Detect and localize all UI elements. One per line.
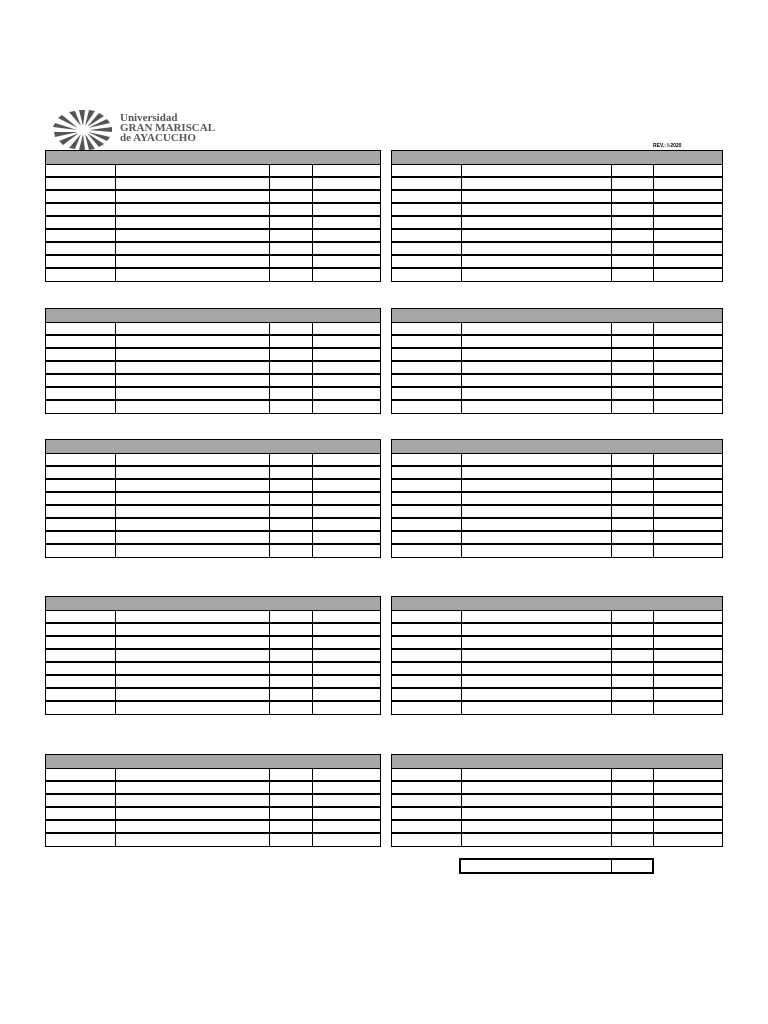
table-row[interactable] bbox=[392, 545, 722, 558]
table-row[interactable] bbox=[46, 493, 380, 506]
column-divider bbox=[269, 164, 270, 281]
column-divider bbox=[269, 768, 270, 846]
table-row[interactable] bbox=[46, 650, 380, 663]
table-row[interactable] bbox=[46, 795, 380, 808]
table-row[interactable] bbox=[392, 676, 722, 689]
column-divider bbox=[115, 768, 116, 846]
column-divider bbox=[653, 164, 654, 281]
table-header-bar bbox=[46, 597, 380, 611]
table-row[interactable] bbox=[46, 676, 380, 689]
table-header-bar bbox=[46, 755, 380, 769]
form-table bbox=[391, 150, 723, 282]
table-row[interactable] bbox=[392, 362, 722, 375]
table-row[interactable] bbox=[46, 782, 380, 795]
column-divider bbox=[611, 610, 612, 714]
column-divider bbox=[611, 453, 612, 557]
table-row[interactable] bbox=[46, 269, 380, 282]
table-row[interactable] bbox=[392, 650, 722, 663]
table-row[interactable] bbox=[392, 808, 722, 821]
column-divider bbox=[312, 768, 313, 846]
table-row[interactable] bbox=[46, 349, 380, 362]
form-table bbox=[45, 596, 381, 715]
column-divider bbox=[461, 610, 462, 714]
table-row[interactable] bbox=[46, 624, 380, 637]
table-row[interactable] bbox=[46, 230, 380, 243]
table-row[interactable] bbox=[46, 256, 380, 269]
table-row[interactable] bbox=[46, 375, 380, 388]
column-divider bbox=[461, 453, 462, 557]
university-name bbox=[120, 113, 215, 143]
table-header-bar bbox=[46, 309, 380, 323]
table-row[interactable] bbox=[392, 519, 722, 532]
table-row[interactable] bbox=[46, 532, 380, 545]
table-row[interactable] bbox=[392, 454, 722, 467]
table-row[interactable] bbox=[46, 769, 380, 782]
university-line-3: de AYACUCHO bbox=[120, 132, 196, 144]
table-row[interactable] bbox=[46, 336, 380, 349]
table-row[interactable] bbox=[46, 689, 380, 702]
table-row[interactable] bbox=[392, 243, 722, 256]
table-row[interactable] bbox=[392, 178, 722, 191]
table-header-bar bbox=[392, 440, 722, 454]
table-row[interactable] bbox=[46, 191, 380, 204]
table-row[interactable] bbox=[46, 165, 380, 178]
table-row[interactable] bbox=[392, 269, 722, 282]
table-row[interactable] bbox=[46, 454, 380, 467]
form-table bbox=[391, 596, 723, 715]
table-row[interactable] bbox=[392, 323, 722, 336]
table-row[interactable] bbox=[46, 519, 380, 532]
table-row[interactable] bbox=[46, 204, 380, 217]
table-row[interactable] bbox=[46, 702, 380, 715]
table-row[interactable] bbox=[392, 782, 722, 795]
column-divider bbox=[312, 453, 313, 557]
column-divider bbox=[312, 322, 313, 413]
table-row[interactable] bbox=[46, 480, 380, 493]
table-header-bar bbox=[46, 151, 380, 165]
column-divider bbox=[653, 768, 654, 846]
table-row[interactable] bbox=[392, 204, 722, 217]
column-divider bbox=[653, 322, 654, 413]
form-table bbox=[45, 308, 381, 414]
table-row[interactable] bbox=[392, 388, 722, 401]
table-row[interactable] bbox=[392, 480, 722, 493]
table-row[interactable] bbox=[392, 375, 722, 388]
column-divider bbox=[461, 322, 462, 413]
table-row[interactable] bbox=[392, 663, 722, 676]
table-row[interactable] bbox=[392, 467, 722, 480]
column-divider bbox=[115, 322, 116, 413]
column-divider bbox=[611, 768, 612, 846]
form-table bbox=[45, 754, 381, 847]
table-row[interactable] bbox=[392, 493, 722, 506]
column-divider bbox=[461, 164, 462, 281]
table-row[interactable] bbox=[46, 467, 380, 480]
table-row[interactable] bbox=[46, 834, 380, 847]
university-line-1: Universidad bbox=[120, 112, 178, 124]
table-row[interactable] bbox=[46, 506, 380, 519]
table-header-bar bbox=[392, 309, 722, 323]
form-table bbox=[391, 754, 723, 847]
table-header-bar bbox=[46, 440, 380, 454]
table-header-bar bbox=[392, 755, 722, 769]
table-row[interactable] bbox=[46, 401, 380, 414]
university-line-2: GRAN MARISCAL bbox=[120, 122, 216, 134]
table-row[interactable] bbox=[392, 217, 722, 230]
form-table bbox=[45, 439, 381, 558]
column-divider bbox=[269, 322, 270, 413]
column-divider bbox=[461, 768, 462, 846]
table-row[interactable] bbox=[46, 362, 380, 375]
table-row[interactable] bbox=[392, 336, 722, 349]
table-header-bar bbox=[392, 151, 722, 165]
extra-row-box bbox=[459, 858, 654, 874]
table-row[interactable] bbox=[46, 217, 380, 230]
table-row[interactable] bbox=[46, 808, 380, 821]
table-row[interactable] bbox=[392, 624, 722, 637]
form-table bbox=[391, 308, 723, 414]
table-row[interactable] bbox=[46, 663, 380, 676]
column-divider bbox=[611, 322, 612, 413]
column-divider bbox=[269, 610, 270, 714]
table-row[interactable] bbox=[46, 821, 380, 834]
table-row[interactable] bbox=[392, 401, 722, 414]
table-row[interactable] bbox=[392, 689, 722, 702]
column-divider bbox=[611, 164, 612, 281]
table-row[interactable] bbox=[392, 191, 722, 204]
table-row[interactable] bbox=[392, 532, 722, 545]
table-row[interactable] bbox=[392, 795, 722, 808]
table-row[interactable] bbox=[392, 821, 722, 834]
table-row[interactable] bbox=[392, 256, 722, 269]
table-row[interactable] bbox=[392, 165, 722, 178]
table-row[interactable] bbox=[46, 178, 380, 191]
table-row[interactable] bbox=[392, 506, 722, 519]
revision-label: REV.: I-2020 bbox=[653, 143, 682, 149]
column-divider bbox=[269, 453, 270, 557]
table-row[interactable] bbox=[46, 611, 380, 624]
table-row[interactable] bbox=[392, 834, 722, 847]
table-header-bar bbox=[392, 597, 722, 611]
table-row[interactable] bbox=[46, 637, 380, 650]
table-row[interactable] bbox=[46, 323, 380, 336]
table-row[interactable] bbox=[46, 545, 380, 558]
column-divider bbox=[115, 453, 116, 557]
column-divider bbox=[653, 453, 654, 557]
table-row[interactable] bbox=[392, 769, 722, 782]
column-divider bbox=[312, 164, 313, 281]
form-table bbox=[391, 439, 723, 558]
table-row[interactable] bbox=[46, 243, 380, 256]
table-row[interactable] bbox=[392, 702, 722, 715]
table-row[interactable] bbox=[392, 637, 722, 650]
form-table bbox=[45, 150, 381, 282]
table-row[interactable] bbox=[392, 349, 722, 362]
column-divider bbox=[115, 164, 116, 281]
table-row[interactable] bbox=[46, 388, 380, 401]
table-row[interactable] bbox=[392, 230, 722, 243]
column-divider bbox=[653, 610, 654, 714]
column-divider bbox=[115, 610, 116, 714]
column-divider bbox=[312, 610, 313, 714]
table-row[interactable] bbox=[392, 611, 722, 624]
